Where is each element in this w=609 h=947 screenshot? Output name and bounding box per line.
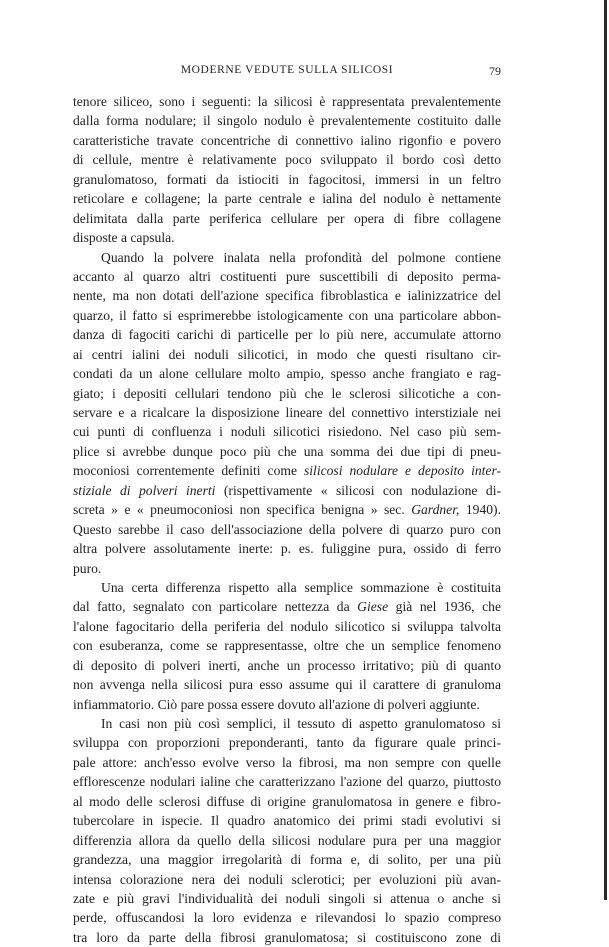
line-text: altra polvere assolutamente inerte: p. es. fuliggine pura, ossido di ferro	[73, 541, 501, 557]
line-text: accanto al quarzo altri costituenti pure suscettibili di deposito perma-	[73, 268, 501, 284]
running-title: MODERNE VEDUTE SULLA SILICOSI	[180, 64, 394, 76]
text-line	[73, 753, 501, 772]
italic-phrase: Giese	[357, 599, 389, 615]
text-line	[73, 481, 501, 500]
text-line	[73, 461, 501, 480]
body-text	[73, 92, 501, 947]
line-text: dal fatto, segnalato con particolare nettezza da	[73, 599, 350, 615]
text-line	[73, 325, 501, 344]
text-line	[73, 189, 501, 208]
line-text: efflorescenze nodulari ialine che caratterizzano l'azione del quarzo, piuttosto	[73, 774, 501, 790]
text-line	[73, 228, 501, 247]
text-line	[73, 286, 501, 305]
line-text: perde, offuscandosi la loro evidenza e rilevandosi lo spazio compreso	[73, 910, 501, 926]
page-edge-shadow	[604, 0, 607, 900]
line-text: plice si avrebbe dunque poco più che una somma dei due tipi di pneu-	[73, 443, 501, 459]
line-text: infiammatorio. Ciò pare possa essere dovuto all'azione di polveri aggiunte.	[73, 696, 480, 712]
text-line	[73, 248, 501, 267]
line-text: l'alone fagocitario della periferia del nodulo silicotico si sviluppa talvolta	[73, 618, 501, 634]
page-number: 79	[489, 64, 501, 78]
running-header	[73, 64, 501, 80]
text-line	[73, 811, 501, 830]
text-line	[73, 656, 501, 675]
text-line	[73, 578, 501, 597]
line-text: servare e a ricalcare la disposizione lineare del connettivo interstiziale nei	[73, 405, 501, 420]
text-line	[73, 695, 501, 714]
text-line	[73, 345, 501, 364]
text-line	[73, 928, 501, 947]
line-text: con esuberanza, come se rappresentasse, oltre che un semplice fenomeno	[73, 638, 501, 654]
text-line	[73, 267, 501, 286]
line-text: reticolare e collagene; la parte centrale e ialina del nodulo è nettamente	[73, 191, 501, 207]
line-text: In casi non più così semplici, il tessuto di aspetto granulomatoso si	[101, 716, 501, 731]
line-text: delimitata dalla parte periferica cellulare per opera di fibre collagene	[73, 210, 501, 226]
text-line	[73, 870, 501, 889]
line-text: quarzo, il fatto si esprimerebbe istologicamente con una particolare abbon-	[73, 307, 501, 323]
line-text: caratteristiche travate concentriche di connettivo ialino rigonfio e povero	[73, 132, 501, 148]
text-line	[73, 150, 501, 169]
line-text: differenzia allora da quello della silicosi nodulare pura per una maggior	[73, 832, 501, 848]
line-text: Questo sarebbe il caso dell'associazione della polvere di quarzo puro con	[73, 521, 501, 537]
line-text: puro.	[73, 560, 102, 576]
text-line	[73, 442, 501, 461]
text-line	[73, 520, 501, 539]
text-line	[73, 850, 501, 869]
italic-phrase: Gardner,	[411, 502, 460, 518]
text-line	[73, 733, 501, 752]
line-tail: già nel 1936, che	[395, 599, 501, 615]
text-line	[73, 889, 501, 908]
text-line	[73, 714, 501, 733]
line-text: intensa colorazione nera dei noduli sclerotici; per evoluzioni più avan-	[73, 871, 501, 887]
line-text: Una certa differenza rispetto alla semplice sommazione è costituita	[101, 579, 501, 595]
text-line	[73, 831, 501, 850]
italic-phrase: silicosi nodulare e deposito inter-	[303, 463, 501, 479]
line-text: condati da un alone cellulare molto ampio, spesso anche frangiato e rag-	[73, 366, 501, 382]
line-text: nente, ma non dotati dell'azione specifica fibroblastica e ialinizzatrice del	[73, 288, 501, 304]
line-text: granulomatoso, formati da istiociti in fagocitosi, immersi in un feltro	[73, 171, 501, 187]
line-text: grandezza, una maggior irregolarità di forma e, di solito, per una più	[73, 852, 501, 868]
text-line	[73, 209, 501, 228]
line-text: non avvenga nella silicosi pura esso assume qui il carattere di granuloma	[73, 677, 501, 693]
line-text: ai centri ialini dei noduli silicotici, in modo che questi risultano cir-	[73, 346, 501, 362]
text-line	[73, 675, 501, 694]
text-line	[73, 384, 501, 403]
line-text: sviluppa con proporzioni preponderanti, tanto da figurare quale princi-	[73, 735, 501, 751]
text-line	[73, 908, 501, 927]
text-line	[73, 131, 501, 150]
line-text: Quando la polvere inalata nella profondità del polmone contiene	[101, 249, 501, 265]
italic-phrase: stiziale di polveri inerti	[73, 482, 216, 498]
line-text: di deposito di polveri inerti, anche un processo irritativo; più di quanto	[73, 657, 501, 673]
line-text: di cellule, mentre è relativamente poco sviluppato il bordo così detto	[73, 152, 501, 168]
text-line	[73, 539, 501, 558]
text-line	[73, 772, 501, 791]
line-text: screta » e « pneumoconiosi non specifica benigna » sec.	[73, 502, 405, 518]
text-line	[73, 111, 501, 130]
text-line	[73, 170, 501, 189]
line-text: tubercolare in ispecie. Il quadro anatomico dei primi stadi evolutivi si	[73, 813, 501, 829]
text-line	[73, 422, 501, 441]
line-text: al modo delle sclerosi diffuse di origine granulomatosa in genere e fibro-	[73, 793, 501, 809]
text-line	[73, 92, 501, 111]
line-text: (rispettivamente « silicosi con nodulazione di-	[223, 482, 502, 498]
line-tail: 1940).	[465, 502, 501, 518]
text-line	[73, 617, 501, 636]
text-line	[73, 597, 501, 616]
line-text: tra loro da parte della fibrosi granulomatosa; si costituiscono zone di	[73, 929, 501, 945]
line-text: danza di fagociti carichi di particelle per lo più nere, accumulate attorno	[73, 327, 501, 343]
line-text: pale attore: anch'esso evolve verso la fibrosi, ma non sempre con quelle	[73, 754, 501, 770]
text-line	[73, 364, 501, 383]
text-line	[73, 559, 501, 578]
line-text: dalla forma nodulare; il singolo nodulo è prevalentemente costituito dalle	[73, 113, 501, 129]
line-text: zate e più gravi l'individualità dei noduli singoli si attenua o anche si	[73, 890, 501, 906]
text-line	[73, 403, 501, 422]
text-line	[73, 792, 501, 811]
line-text: tenore siliceo, sono i seguenti: la silicosi è rappresentata prevalentemente	[73, 94, 501, 109]
line-text: disposte a capsula.	[73, 230, 175, 246]
text-line	[73, 500, 501, 519]
line-text: giato; i depositi cellulari tendono più che le sclerosi silicotiche a con-	[73, 385, 501, 401]
text-line	[73, 636, 501, 655]
line-text: moconiosi correntemente definiti come	[73, 463, 297, 479]
text-line	[73, 306, 501, 325]
line-text: cui punti di confluenza i noduli silicotici risiedono. Nel caso più sem-	[73, 424, 501, 440]
